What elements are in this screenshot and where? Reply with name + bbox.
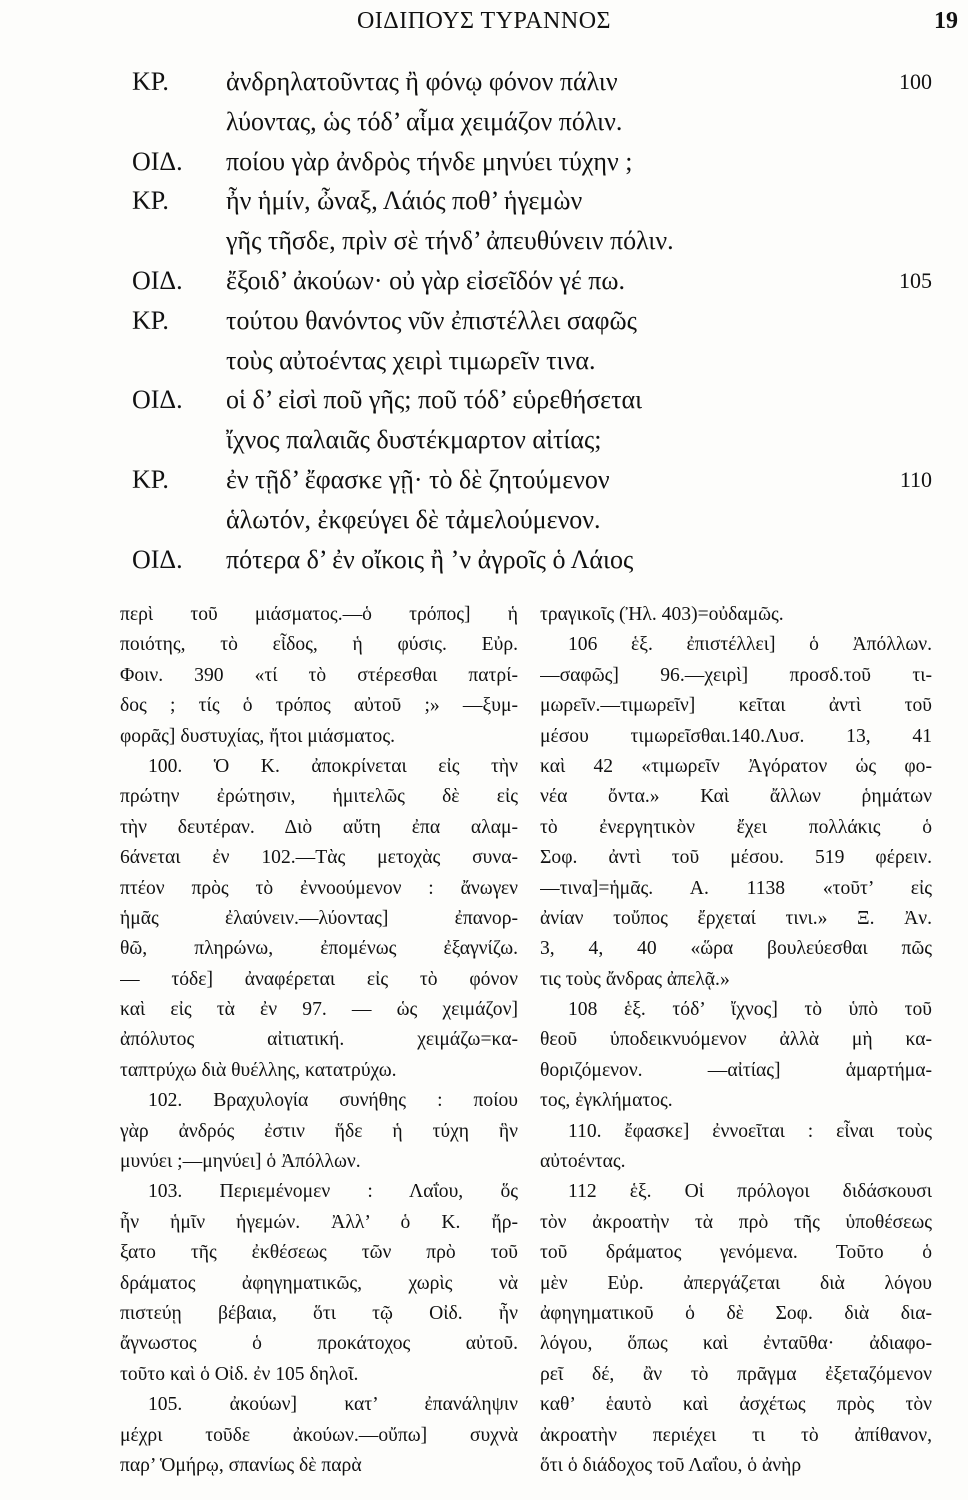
- commentary-line: —σαφῶς] 96.—χειρὶ] προσδ.τοῦ τι-: [540, 664, 932, 686]
- verse-line: [0, 301, 968, 341]
- speaker-label: ΟΙΔ.: [132, 385, 183, 415]
- verse-text: πότερα δ’ ἐν οἴκοις ἢ ’ν ἀγροῖς ὁ Λάιος: [226, 544, 634, 574]
- verse-block: [0, 62, 968, 579]
- verse-text: τοὺς αὐτοέντας χειρὶ τιμωρεῖν τινα.: [226, 345, 596, 375]
- commentary-line: μὲν Εὐρ. ἀπεργάζεται διὰ λόγου: [540, 1272, 932, 1294]
- commentary-line: τὸν ἀκροατὴν τὰ πρὸ τῆς ὑποθέσεως: [540, 1211, 932, 1233]
- verse-text: ἁλωτόν, ἐκφεύγει δὲ τἀμελούμενον.: [226, 504, 601, 534]
- commentary-line: δράματος ἀφηγηματικῶς, χωρὶς νὰ: [120, 1272, 518, 1294]
- commentary-line: μυνύει ;—μηνύει] ὁ Ἀπόλλων.: [120, 1151, 361, 1173]
- verse-line: [0, 380, 968, 420]
- commentary-line: πτέον πρὸς τὸ ἐννοούμενον : ἄνωγεν: [120, 877, 518, 899]
- speaker-label: ΚΡ.: [132, 186, 169, 216]
- commentary-line: 103. Περιεμένομεν : Λαΐου, ὅς: [148, 1181, 518, 1203]
- speaker-label: ΟΙΔ.: [132, 146, 183, 176]
- verse-text: ποίου γὰρ ἀνδρὸς τήνδε μηνύει τύχην ;: [226, 146, 633, 176]
- commentary-line: φορᾶς] δυστυχίας, ἤτοι μιάσματος.: [120, 725, 395, 747]
- commentary-line: 106 ἑξ. ἐπιστέλλει] ὁ Ἀπόλλων.: [568, 634, 932, 656]
- commentary-line: μωρεῖν.—τιμωρεῖν] κεῖται ἀντὶ τοῦ: [540, 695, 932, 717]
- commentary-line: ρεῖ δέ, ἂν τὸ πρᾶγμα ἐξεταζόμενον: [540, 1363, 932, 1385]
- commentary-line: λόγου, ὅπως καὶ ἐνταῦθα· ἀδιαφο-: [540, 1333, 932, 1355]
- verse-text: ἐν τῇδ’ ἔφασκε γῇ· τὸ δὲ ζητούμενον: [226, 464, 610, 494]
- verse-line: [0, 261, 968, 301]
- commentary-line: τις τοὺς ἄνδρας ἀπελᾷ.»: [540, 968, 730, 990]
- commentary-line: θῶ, πληρώνω, ἐπομένως ἐξαγνίζω.: [120, 938, 518, 960]
- commentary-line: ἀφηγηματικοῦ ὁ δὲ Σοφ. διὰ δια-: [540, 1302, 932, 1324]
- speaker-label: ΚΡ.: [132, 464, 169, 494]
- commentary-line: μέχρι τοῦδε ἀκούων.—οὔπω] συχνὰ: [120, 1424, 518, 1446]
- commentary-line: τραγικοῖς (Ἠλ. 403)=οὐδαμῶς.: [540, 604, 784, 625]
- commentary-line: τοῦ δράματος γενόμενα. Τοῦτο ὁ: [540, 1242, 932, 1264]
- running-header: ΟΙΔΙΠΟΥΣ ΤΥΡΑΝΝΟΣ: [356, 8, 612, 34]
- page-number: 19: [934, 8, 958, 34]
- commentary-line: καθ’ ἑαυτὸ καὶ ἀσχέτως πρὸς τὸν: [540, 1394, 932, 1416]
- commentary-line: αὐτοέντας.: [540, 1151, 626, 1173]
- commentary-line: δος ; τίς ὁ τρόπος αὐτοῦ ;» —ξυμ-: [120, 695, 518, 717]
- commentary-line: γὰρ ἀνδρός ἐστιν ἥδε ἡ τύχη ἣν: [120, 1120, 518, 1142]
- verse-text: τούτου θανόντος νῦν ἐπιστέλλει σαφῶς: [226, 305, 637, 335]
- verse-line: [0, 540, 968, 580]
- commentary-line: θοριζόμενον. —αἰτίας] ἁμαρτήμα-: [540, 1059, 932, 1081]
- verse-text: ἔξοιδ’ ἀκούων· οὐ γὰρ εἰσεῖδόν γέ πω.: [226, 265, 626, 295]
- commentary-line: 105. ἀκούων] κατ’ ἐπανάληψιν: [148, 1394, 518, 1416]
- commentary-line: πρώτην ἐρώτησιν, ἡμιτελῶς δὲ εἰς: [120, 786, 518, 808]
- commentary-line: 110. ἔφασκε] ἐννοεῖται : εἶναι τοὺς: [568, 1120, 932, 1142]
- commentary-line: τὸ ἐνεργητικὸν ἔχει πολλάκις ὁ: [540, 816, 932, 838]
- speaker-label: ΟΙΔ.: [132, 544, 183, 574]
- commentary-left-column: [120, 600, 518, 1481]
- commentary-line: ἦν ἡμῖν ἡγεμών. Ἀλλ’ ὁ Κ. ἤρ-: [120, 1211, 518, 1233]
- commentary-line: μέσου τιμωρεῖσθαι.140.Λυσ. 13, 41: [540, 725, 932, 747]
- line-number: 110: [899, 466, 932, 492]
- verse-line: [0, 341, 968, 381]
- speaker-label: ΚΡ.: [132, 305, 169, 335]
- commentary-line: περὶ τοῦ μιάσματος.—ὁ τρόπος] ἡ: [120, 604, 518, 625]
- commentary-line: τος, ἐγκλήματος.: [540, 1090, 673, 1112]
- speaker-label: ΟΙΔ.: [132, 265, 183, 295]
- commentary-line: τοῦτο καὶ ὁ Οἰδ. ἐν 105 δηλοῖ.: [120, 1363, 359, 1385]
- verse-text: οἱ δ’ εἰσὶ ποῦ γῆς; ποῦ τόδ’ εὑρεθήσεται: [226, 385, 643, 415]
- commentary-line: ἡμᾶς ἐλαύνειν.—λύοντας] ἐπανορ-: [120, 907, 518, 929]
- verse-text: λύοντας, ὡς τόδ’ αἷμα χειμάζον πόλιν.: [226, 106, 623, 136]
- verse-text: ἀνδρηλατοῦντας ἢ φόνῳ φόνον πάλιν: [226, 67, 618, 96]
- line-number: 105: [899, 267, 932, 293]
- commentary-line: ταπτρύχω διὰ θυέλλης, κατατρύχω.: [120, 1059, 397, 1081]
- commentary-line: ποιότης, τὸ εἶδος, ἡ φύσις. Εὐρ.: [120, 634, 518, 656]
- commentary-line: τὴν δευτέραν. Διὸ αὔτη ἐπα αλαμ-: [120, 816, 518, 838]
- verse-line: [0, 142, 968, 182]
- commentary-line: 6άνεται ἐν 102.—Τὰς μετοχὰς συνα-: [120, 847, 518, 869]
- commentary-line: —τινα]=ἡμᾶς. Α. 1138 «τοῦτ’ εἰς: [540, 877, 932, 899]
- commentary-line: καὶ 42 «τιμωρεῖν Ἀγόρατον ὡς φο-: [540, 755, 932, 777]
- commentary-line: Σοφ. ἀντὶ τοῦ μέσου. 519 φέρειν.: [540, 847, 932, 869]
- commentary-line: 100. Ὁ Κ. ἀποκρίνεται εἰς τὴν: [148, 755, 518, 777]
- verse-line: [0, 500, 968, 540]
- commentary-line: ἄγνωστος ὁ προκάτοχος αὐτοῦ.: [120, 1333, 518, 1355]
- commentary-line: Φοιν. 390 «τί τὸ στέρεσθαι πατρί-: [120, 664, 518, 686]
- verse-text: ἦν ἡμίν, ὦναξ, Λάιός ποθ’ ἡγεμὼν: [226, 186, 583, 216]
- verse-text: ἴχνος παλαιᾶς δυστέκμαρτον αἰτίας;: [226, 425, 602, 455]
- commentary-line: 102. Βραχυλογία συνήθης : ποίου: [148, 1090, 518, 1112]
- verse-line: [0, 420, 968, 460]
- commentary-line: ἀπόλυτος αἰτιατική. χειμάζω=κα-: [120, 1029, 518, 1051]
- commentary-line: παρ’ Ὁμήρῳ, σπανίως δὲ παρὰ: [120, 1454, 362, 1476]
- commentary-line: 108 ἑξ. τόδ’ ἴχνος] τὸ ὑπὸ τοῦ: [568, 999, 932, 1021]
- line-number: 100: [899, 69, 932, 94]
- commentary-line: ἀνίαν τοὔπος ἔρχεταί τινι.» Ξ. Ἀν.: [540, 907, 932, 929]
- commentary-line: — τόδε] ἀναφέρεται εἰς τὸ φόνον: [120, 968, 518, 990]
- verse-line: [0, 460, 968, 500]
- commentary-right-column: [540, 600, 932, 1481]
- speaker-label: ΚΡ.: [132, 67, 169, 96]
- commentary-line: 112 ἑξ. Οἱ πρόλογοι διδάσκουσι: [568, 1181, 932, 1203]
- commentary-line: ξατο τῆς ἐκθέσεως τῶν πρὸ τοῦ: [120, 1242, 518, 1264]
- commentary-line: ὅτι ὁ διάδοχος τοῦ Λαΐου, ὁ ἀνὴρ: [540, 1454, 802, 1476]
- verse-line: [0, 102, 968, 142]
- commentary-line: καὶ εἰς τὰ ἐν 97. — ὡς χειμάζον]: [120, 999, 518, 1021]
- verse-line: [0, 62, 968, 102]
- verse-text: γῆς τῆσδε, πρὶν σὲ τήνδ’ ἀπευθύνειν πόλιν.: [226, 226, 674, 256]
- commentary-line: 3, 4, 40 «ὥρα βουλεύεσθαι πῶς: [540, 938, 932, 960]
- commentary-line: πιστεύῃ βέβαια, ὅτι τῷ Οἰδ. ἦν: [120, 1302, 518, 1324]
- verse-line: [0, 221, 968, 261]
- commentary-line: ἀκροατὴν περιέχει τι τὸ ἀπίθανον,: [540, 1424, 932, 1446]
- commentary-line: νέα ὄντα.» Καὶ ἄλλων ῥημάτων: [540, 786, 932, 808]
- verse-line: [0, 181, 968, 221]
- commentary-line: θεοῦ ὑποδεικνυόμενον ἀλλὰ μὴ κα-: [540, 1029, 932, 1051]
